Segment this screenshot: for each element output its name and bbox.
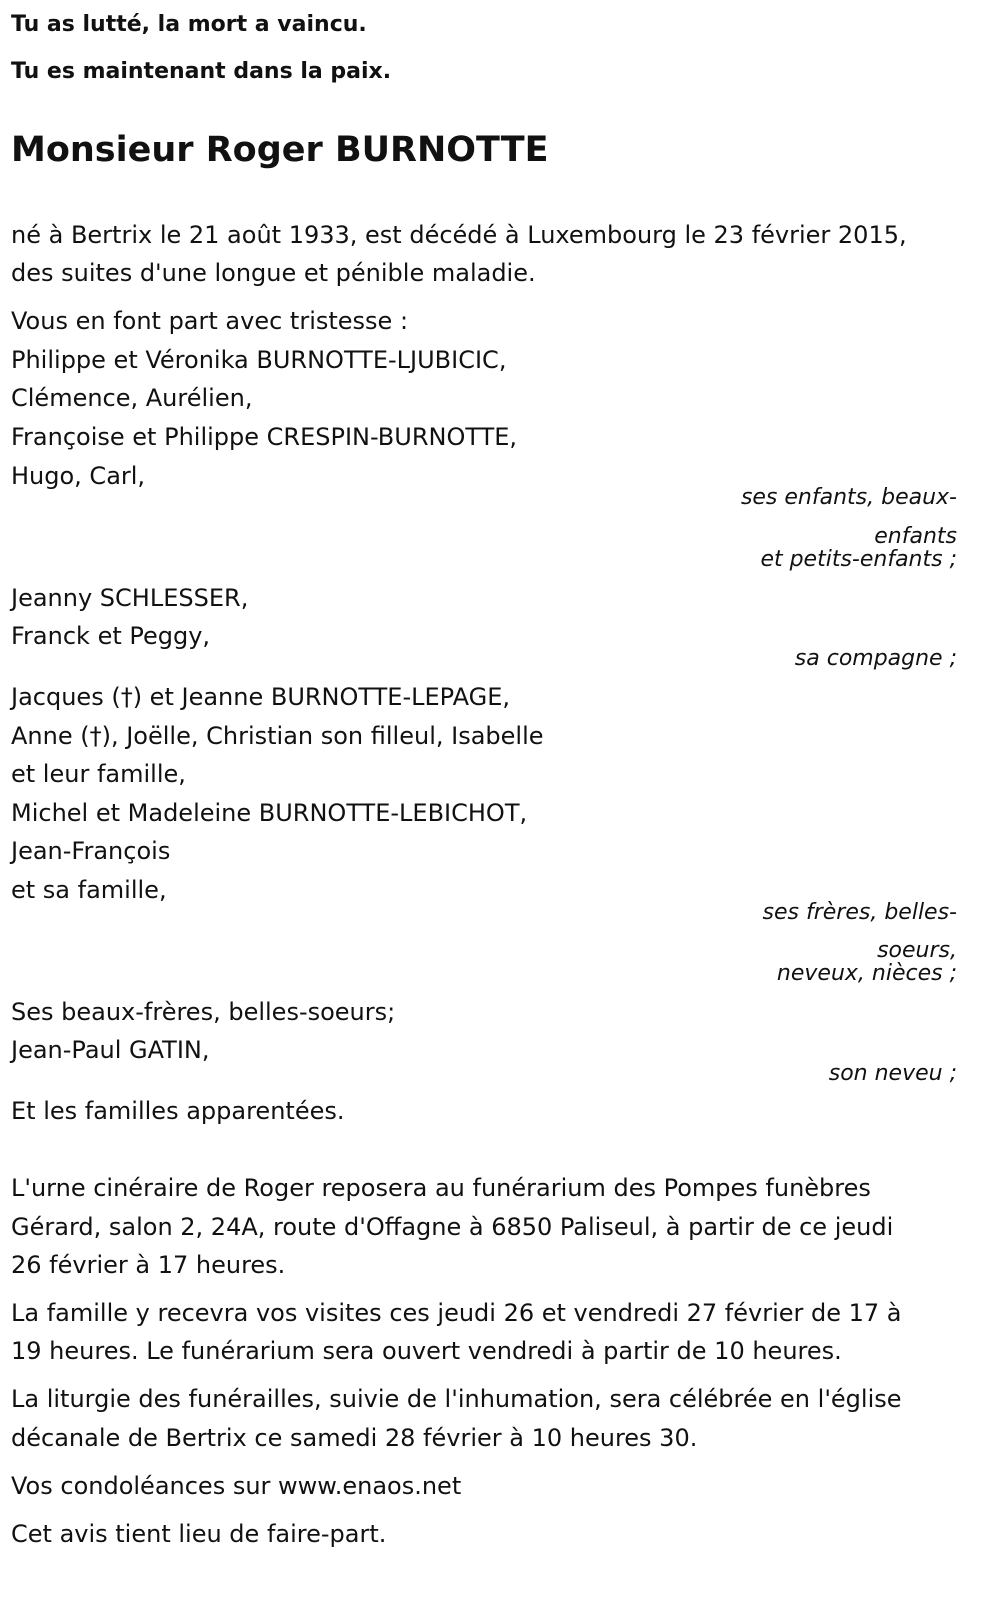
info-line: 26 février à 17 heures. bbox=[11, 1251, 286, 1279]
info-line: L'urne cinéraire de Roger reposera au funérarium des Pompes funèbres bbox=[11, 1174, 871, 1202]
family-line: Franck et Peggy, bbox=[11, 622, 211, 650]
family-line: Jean-François bbox=[11, 837, 171, 865]
intro-line: des suites d'une longue et pénible maladie. bbox=[11, 259, 536, 287]
family-line: Jacques (†) et Jeanne BURNOTTE-LEPAGE, bbox=[11, 683, 510, 711]
family-line: Et les familles apparentées. bbox=[11, 1097, 345, 1125]
family-line: Michel et Madeleine BURNOTTE-LEBICHOT, bbox=[11, 799, 528, 827]
info-line: La liturgie des funérailles, suivie de l'inhumation, sera célébrée en l'église bbox=[11, 1385, 902, 1413]
family-role: neveux, nièces ; bbox=[776, 961, 957, 986]
family-role: ses frères, belles- bbox=[762, 900, 957, 925]
info-line: La famille y recevra vos visites ces jeudi 26 et vendredi 27 février de 17 à bbox=[11, 1299, 902, 1327]
family-role: son neveu ; bbox=[828, 1061, 957, 1086]
family-line: Françoise et Philippe CRESPIN-BURNOTTE, bbox=[11, 423, 518, 451]
info-line: Gérard, salon 2, 24A, route d'Offagne à 6850 Paliseul, à partir de ce jeudi bbox=[11, 1213, 894, 1241]
family-line: Jean-Paul GATIN, bbox=[11, 1036, 210, 1064]
condolences-line: Vos condoléances sur www.enaos.net bbox=[11, 1472, 462, 1500]
family-role: ses enfants, beaux- bbox=[740, 485, 957, 510]
epitaph-line-1: Tu as lutté, la mort a vaincu. bbox=[11, 12, 367, 37]
info-line: Cet avis tient lieu de faire-part. bbox=[11, 1520, 387, 1548]
family-role: et petits-enfants ; bbox=[760, 547, 957, 572]
family-role: sa compagne ; bbox=[794, 646, 957, 671]
intro-line: né à Bertrix le 21 août 1933, est décédé à Luxembourg le 23 février 2015, bbox=[11, 221, 907, 249]
family-line: Anne (†), Joëlle, Christian son filleul, Isabelle bbox=[11, 722, 544, 750]
page-title: Monsieur Roger BURNOTTE bbox=[11, 130, 549, 170]
epitaph-line-2: Tu es maintenant dans la paix. bbox=[11, 59, 392, 84]
family-role: enfants bbox=[874, 524, 957, 549]
family-line: Hugo, Carl, bbox=[11, 462, 146, 490]
family-role: soeurs, bbox=[877, 938, 957, 963]
family-line: Ses beaux-frères, belles-soeurs; bbox=[11, 998, 396, 1026]
family-line: et sa famille, bbox=[11, 876, 167, 904]
family-line: Philippe et Véronika BURNOTTE-LJUBICIC, bbox=[11, 346, 507, 374]
family-line: Clémence, Aurélien, bbox=[11, 384, 253, 412]
info-line: décanale de Bertrix ce samedi 28 février à 10 heures 30. bbox=[11, 1424, 698, 1452]
family-line: et leur famille, bbox=[11, 760, 186, 788]
family-line: Jeanny SCHLESSER, bbox=[11, 584, 249, 612]
info-line: 19 heures. Le funérarium sera ouvert vendredi à partir de 10 heures. bbox=[11, 1337, 842, 1365]
family-line: Vous en font part avec tristesse : bbox=[11, 307, 409, 335]
